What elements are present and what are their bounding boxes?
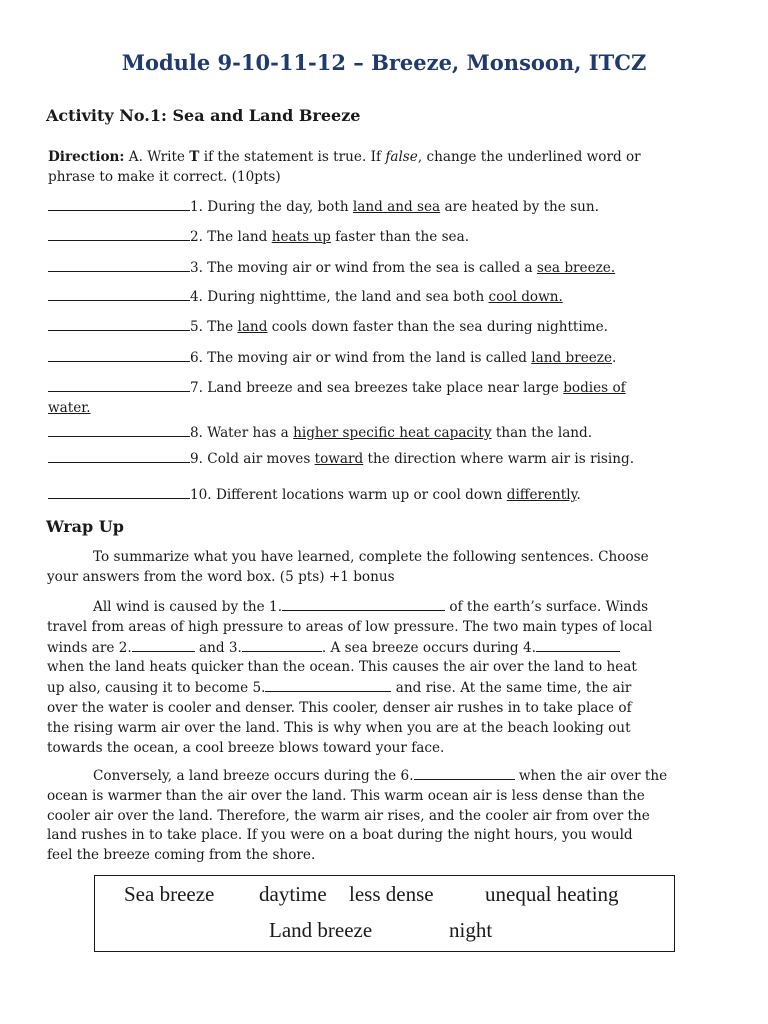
underlined-phrase: toward [314,451,364,467]
direction-false-word: false [385,149,418,165]
question-item-9: 9. Cold air moves toward the direction where warm air is rising. [48,449,634,469]
word-daytime: daytime [259,882,327,906]
answer-blank-4[interactable] [48,287,190,301]
question-item-8: 8. Water has a higher specific heat capacity than the land. [48,423,592,443]
question-item-5: 5. The land cools down faster than the sea during nighttime. [48,317,608,337]
direction-text-mid: if the statement is true. If [199,149,386,165]
fill-blank-2[interactable] [132,638,195,652]
question-item-7: 7. Land breeze and sea breezes take place near large bodies of [48,378,626,398]
answer-blank-8[interactable] [48,423,190,437]
underlined-phrase: bodies of [563,380,626,396]
answer-blank-10[interactable] [48,485,190,499]
direction-label: Direction: [48,149,125,165]
answer-blank-7[interactable] [48,378,190,392]
underlined-phrase: heats up [271,229,331,245]
paragraph-sea-breeze: All wind is caused by the 1. of the earth’s surface. Winds travel from areas of high pressure to areas of low pressure. The two main types of local winds are 2. and 3. . A sea breeze occurs during 4. when the land heats quicker than the ocean. This causes the air over the land to heat up also, causing it to become 5. and rise. At the same time, the air over the water is cooler and denser. This cooler, denser air rushes in to take place of the rising warm air over the land. This is why when you are at the beach looking out towards the ocean, a cool breeze blows toward your face. [47,599,653,756]
direction-text-a: A. Write [124,149,190,165]
answer-blank-2[interactable] [48,227,190,241]
answer-blank-1[interactable] [48,197,190,211]
underlined-phrase: sea breeze. [536,260,616,276]
question-item-6: 6. The moving air or wind from the land is called land breeze. [48,348,616,368]
wrap-up-intro: To summarize what you have learned, complete the following sentences. Choose your answers from the word box. (5 pts) +1 bonus [47,549,649,585]
word-sea-breeze: Sea breeze [124,882,215,906]
word-night: night [449,918,493,942]
answer-blank-9[interactable] [48,449,190,463]
question-item-3: 3. The moving air or wind from the sea is called a sea breeze. [48,258,615,278]
word-box [94,875,675,952]
page-title: Module 9-10-11-12 – Breeze, Monsoon, ITCZ [121,50,647,75]
fill-blank-4[interactable] [536,638,620,652]
underlined-phrase: higher specific heat capacity [293,425,492,441]
wrap-up-heading: Wrap Up [46,517,124,536]
question-item-1: 1. During the day, both land and sea are heated by the sun. [48,197,599,217]
question-item-7-continued: water. [48,400,91,416]
underlined-phrase: cool down. [488,289,563,305]
answer-blank-5[interactable] [48,317,190,331]
question-item-2: 2. The land heats up faster than the sea. [48,227,469,247]
fill-blank-1[interactable] [282,597,445,611]
answer-blank-3[interactable] [48,258,190,272]
answer-blank-6[interactable] [48,348,190,362]
fill-blank-6[interactable] [414,766,515,780]
fill-blank-3[interactable] [242,638,322,652]
word-less-dense: less dense [349,882,434,906]
direction-line-2: phrase to make it correct. (10pts) [48,169,281,185]
word-unequal-heating: unequal heating [485,882,619,906]
direction-text-rest: , change the underlined word or [417,149,641,165]
direction-line-1 [48,147,641,167]
question-item-10: 10. Different locations warm up or cool down differently. [48,485,581,505]
underlined-phrase: land and sea [352,199,441,215]
fill-blank-5[interactable] [265,678,391,692]
word-land-breeze: Land breeze [269,918,373,942]
question-item-4: 4. During nighttime, the land and sea both cool down. [48,287,563,307]
paragraph-land-breeze: Conversely, a land breeze occurs during the 6. when the air over the ocean is warmer than the air over the land. This warm ocean air is less dense than the cooler air over the land. Therefore, the warm air rises, and the cooler air from over the land rushes in to take place. If you were on a boat during the night hours, you would feel the breeze coming from the shore. [47,768,668,864]
activity-heading: Activity No.1: Sea and Land Breeze [46,106,361,125]
underlined-phrase: differently [506,487,577,503]
direction-true-letter: T [189,149,200,165]
underlined-phrase: land [237,319,268,335]
underlined-phrase: land breeze [531,350,612,366]
